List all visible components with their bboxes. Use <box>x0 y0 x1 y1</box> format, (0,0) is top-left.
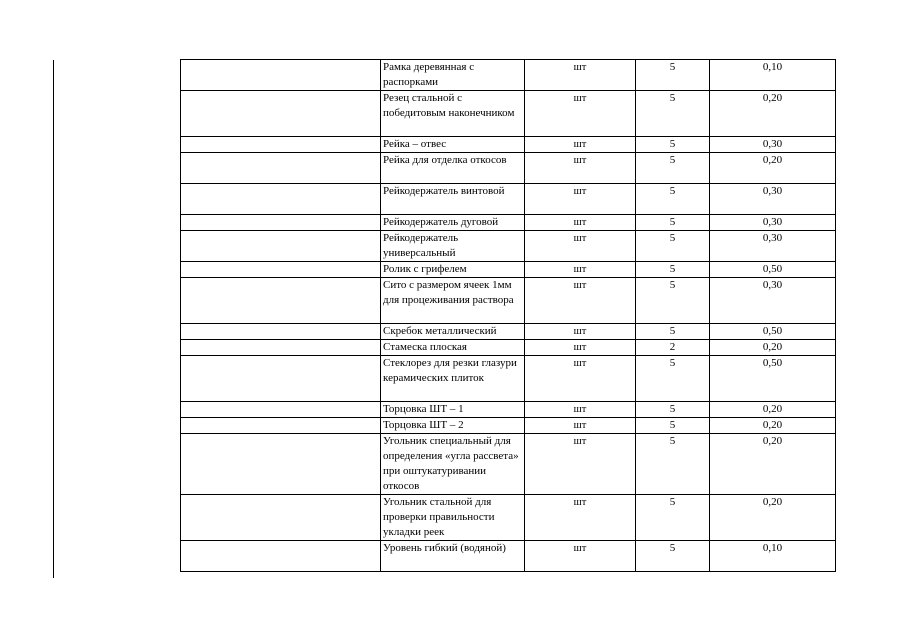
item-unit: шт <box>525 60 636 91</box>
item-quantity: 5 <box>636 434 710 495</box>
item-unit: шт <box>525 231 636 262</box>
table-row <box>181 340 836 356</box>
item-value: 0,20 <box>710 340 836 356</box>
item-name: Торцовка ШТ – 2 <box>381 418 525 434</box>
table-row <box>181 434 836 495</box>
item-name: Резец стальной с победитовым наконечником <box>381 91 525 137</box>
blank-cell <box>181 541 381 572</box>
item-name: Угольник специальный для определения «угла рассвета» при оштукатуривании откосов <box>381 434 525 495</box>
item-unit: шт <box>525 418 636 434</box>
item-quantity: 5 <box>636 541 710 572</box>
item-quantity: 5 <box>636 231 710 262</box>
item-name: Рамка деревянная с распорками <box>381 60 525 91</box>
table-row <box>181 541 836 572</box>
blank-cell <box>181 278 381 324</box>
item-quantity: 5 <box>636 356 710 402</box>
item-value: 0,20 <box>710 418 836 434</box>
item-name: Стеклорез для резки глазури керамических плиток <box>381 356 525 402</box>
blank-cell <box>181 60 381 91</box>
item-unit: шт <box>525 541 636 572</box>
blank-cell <box>181 153 381 184</box>
item-value: 0,50 <box>710 324 836 340</box>
item-unit: шт <box>525 278 636 324</box>
blank-cell <box>181 262 381 278</box>
item-value: 0,10 <box>710 60 836 91</box>
item-value: 0,30 <box>710 184 836 215</box>
item-value: 0,30 <box>710 278 836 324</box>
table-row <box>181 418 836 434</box>
item-value: 0,20 <box>710 434 836 495</box>
blank-cell <box>181 184 381 215</box>
item-quantity: 5 <box>636 215 710 231</box>
table-row <box>181 153 836 184</box>
item-unit: шт <box>525 262 636 278</box>
item-unit: шт <box>525 402 636 418</box>
item-value: 0,30 <box>710 215 836 231</box>
blank-cell <box>181 356 381 402</box>
item-unit: шт <box>525 495 636 541</box>
item-quantity: 5 <box>636 91 710 137</box>
item-value: 0,50 <box>710 262 836 278</box>
blank-cell <box>181 434 381 495</box>
item-value: 0,20 <box>710 91 836 137</box>
table-row <box>181 402 836 418</box>
item-name: Рейкодержатель винтовой <box>381 184 525 215</box>
item-name: Стамеска плоская <box>381 340 525 356</box>
item-value: 0,50 <box>710 356 836 402</box>
item-name: Уровень гибкий (водяной) <box>381 541 525 572</box>
item-unit: шт <box>525 356 636 402</box>
table-row <box>181 231 836 262</box>
item-unit: шт <box>525 340 636 356</box>
item-name: Рейкодержатель дуговой <box>381 215 525 231</box>
blank-cell <box>181 495 381 541</box>
item-quantity: 2 <box>636 340 710 356</box>
item-name: Торцовка ШТ – 1 <box>381 402 525 418</box>
item-value: 0,10 <box>710 541 836 572</box>
item-unit: шт <box>525 184 636 215</box>
table-row <box>181 91 836 137</box>
item-unit: шт <box>525 324 636 340</box>
blank-cell <box>181 215 381 231</box>
item-quantity: 5 <box>636 402 710 418</box>
item-quantity: 5 <box>636 324 710 340</box>
item-unit: шт <box>525 91 636 137</box>
item-name: Рейка – отвес <box>381 137 525 153</box>
blank-cell <box>181 418 381 434</box>
item-value: 0,20 <box>710 402 836 418</box>
blank-cell <box>181 231 381 262</box>
item-quantity: 5 <box>636 60 710 91</box>
table-row <box>181 137 836 153</box>
table-row <box>181 324 836 340</box>
blank-cell <box>181 402 381 418</box>
table-row <box>181 356 836 402</box>
item-value: 0,30 <box>710 231 836 262</box>
table-row <box>181 495 836 541</box>
table-row <box>181 262 836 278</box>
blank-cell <box>181 91 381 137</box>
item-quantity: 5 <box>636 137 710 153</box>
item-name: Скребок металлический <box>381 324 525 340</box>
equipment-table <box>180 59 836 572</box>
item-name: Угольник стальной для проверки правильности укладки реек <box>381 495 525 541</box>
item-value: 0,30 <box>710 137 836 153</box>
item-quantity: 5 <box>636 278 710 324</box>
blank-cell <box>181 340 381 356</box>
page-margin-line <box>53 60 54 578</box>
table-row <box>181 278 836 324</box>
item-quantity: 5 <box>636 262 710 278</box>
item-name: Рейкодержатель универсальный <box>381 231 525 262</box>
item-unit: шт <box>525 153 636 184</box>
item-unit: шт <box>525 137 636 153</box>
item-unit: шт <box>525 215 636 231</box>
item-name: Сито с размером ячеек 1мм для процеживания раствора <box>381 278 525 324</box>
blank-cell <box>181 324 381 340</box>
item-value: 0,20 <box>710 495 836 541</box>
item-quantity: 5 <box>636 495 710 541</box>
table-row <box>181 215 836 231</box>
item-quantity: 5 <box>636 153 710 184</box>
table-row <box>181 60 836 91</box>
item-unit: шт <box>525 434 636 495</box>
item-quantity: 5 <box>636 184 710 215</box>
item-name: Рейка для отделка откосов <box>381 153 525 184</box>
table-row <box>181 184 836 215</box>
item-quantity: 5 <box>636 418 710 434</box>
item-name: Ролик с грифелем <box>381 262 525 278</box>
blank-cell <box>181 137 381 153</box>
item-value: 0,20 <box>710 153 836 184</box>
